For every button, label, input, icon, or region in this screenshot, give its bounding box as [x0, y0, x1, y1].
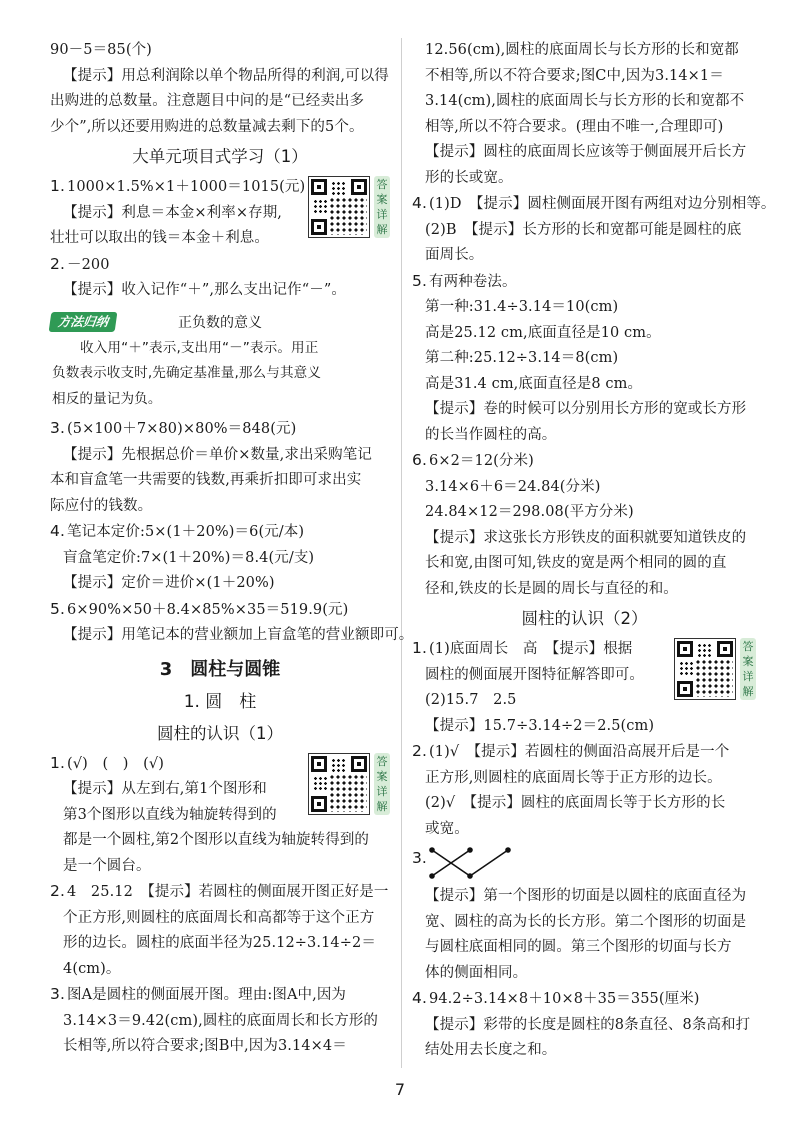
hint-line: 都是一个圆柱,第2个图形以直线为轴旋转得到的: [63, 832, 370, 848]
answer-line: (2)15.7 2.5: [425, 692, 517, 708]
answer-line: 3.14(cm),圆柱的底面周长与长方形的长和宽都不: [425, 93, 745, 109]
question-number: 4.: [412, 194, 427, 212]
question-number: 3.: [50, 985, 65, 1003]
answer-line: (2)√ 【提示】圆柱的底面周长等于长方形的长: [425, 795, 726, 811]
hint-line: 体的侧面相同。: [425, 964, 528, 981]
answer-line: 4 25.12 【提示】若圆柱的侧面展开图正好是一: [67, 884, 389, 900]
question-number: 1.: [50, 177, 65, 195]
page-number: 7: [394, 1080, 406, 1099]
answer-line: 盲盒笔定价:7×(1＋20%)＝8.4(元/支): [63, 549, 315, 566]
hint-line: 径和,铁皮的长是圆的周长与直径的和。: [425, 580, 678, 597]
hint-line: 【提示】15.7÷3.14÷2＝2.5(cm): [425, 717, 655, 734]
hint-line: 【提示】圆柱的底面周长应该等于侧面展开后长方: [425, 144, 747, 160]
answer-line: －200: [67, 256, 110, 273]
qr-label: 答案详解: [740, 638, 756, 700]
answer-line: 3.14×3＝9.42(cm),圆柱的底面周长和长方形的: [63, 1012, 379, 1029]
question-number: 2.: [50, 254, 65, 273]
answer-qr-code[interactable]: [308, 753, 390, 819]
answer-line: 6×90%×50＋8.4×85%×35＝519.9(元): [67, 601, 349, 618]
answer-line: 第一种:31.4÷3.14＝10(cm): [425, 299, 619, 315]
qr-code-icon: [308, 176, 370, 238]
answer-line: (1)√ 【提示】若圆柱的侧面沿高展开后是一个: [429, 744, 730, 760]
hint-line: 【提示】从左到右,第1个图形和: [63, 781, 267, 797]
section-title: 圆柱的认识（2）: [521, 609, 648, 628]
hint-line: 是一个圆台。: [63, 857, 151, 874]
answer-line: 90－5＝85(个): [50, 42, 152, 58]
hint-line: 【提示】定价＝进价×(1＋20%): [63, 575, 275, 591]
hint-line: 【提示】卷的时候可以分别用长方形的宽或长方形: [425, 401, 747, 417]
hint-line: 面周长。: [425, 247, 484, 263]
answer-line: (1)D 【提示】圆柱侧面展开图有两组对边分别相等。: [429, 196, 776, 212]
answer-qr-code[interactable]: [308, 176, 390, 242]
hint-line: 出购进的总数量。注意题目中问的是“已经卖出多: [50, 93, 365, 109]
qr-code-icon: [308, 753, 370, 815]
question-number: 5.: [412, 271, 427, 290]
method-badge: 方法归纳: [49, 312, 118, 332]
hint-line: 结处用去长度之和。: [425, 1042, 557, 1058]
question-number: 3.: [412, 849, 427, 867]
question-number: 1.: [412, 639, 427, 657]
hint-line: 【提示】用笔记本的营业额加上盲盒笔的营业额即可。: [63, 627, 414, 643]
answer-line: 不相等,所以不符合要求;图C中,因为3.14×1＝: [425, 67, 724, 84]
hint-line: 形的边长。圆柱的底面半径为25.12÷3.14÷2＝: [63, 935, 376, 951]
question-number: 6.: [412, 451, 427, 469]
hint-line: 正方形,则圆柱的底面周长等于正方形的边长。: [425, 769, 722, 786]
chapter-number: 3: [159, 658, 173, 680]
hint-line: 【提示】用总利润除以单个物品所得的利润,可以得: [63, 67, 389, 84]
answer-line: (2)B 【提示】长方形的长和宽都可能是圆柱的底: [425, 221, 742, 238]
question-number: 3.: [50, 419, 65, 437]
hint-line: 宽、圆柱的高为长的长方形。第二个图形的切面是: [425, 913, 747, 930]
method-line: 负数表示收支时,先确定基准量,那么与其意义: [52, 365, 322, 381]
hint-line: 际应付的钱数。: [50, 497, 153, 514]
qr-code-icon: [674, 638, 736, 700]
hint-line: 本和盲盒笔一共需要的钱数,再乘折扣即可求出实: [50, 472, 362, 488]
answer-line: 高是31.4 cm,底面直径是8 cm。: [425, 375, 643, 392]
answer-line: 24.84×12＝298.08(平方分米): [425, 504, 634, 520]
question-number: 4.: [412, 989, 427, 1007]
method-line: 相反的量记为负。: [52, 390, 162, 407]
answer-line: 12.56(cm),圆柱的底面周长与长方形的长和宽都: [425, 42, 739, 58]
hint-line: 形的长或宽。: [425, 169, 513, 186]
hint-line: 或宽。: [425, 820, 469, 837]
question-number: 2.: [50, 882, 65, 900]
question-number: 4.: [50, 522, 65, 540]
answer-line: (1)底面周长 高 【提示】根据: [429, 641, 633, 657]
hint-line: 【提示】先根据总价＝单价×数量,求出采购笔记: [63, 446, 372, 463]
left-column: [50, 38, 414, 1060]
hint-line: 【提示】第一个图形的切面是以圆柱的底面直径为: [425, 888, 747, 904]
answer-line: 长相等,所以符合要求;图B中,因为3.14×4＝: [63, 1038, 347, 1054]
hint-line: 【提示】求这张长方形铁皮的面积就要知道铁皮的: [425, 529, 747, 546]
answer-line: 相等,所以不符合要求。(理由不唯一,合理即可): [425, 118, 724, 135]
method-title: 正负数的意义: [178, 314, 262, 331]
answer-line: 第二种:25.12÷3.14＝8(cm): [425, 350, 619, 366]
hint-line: 与圆柱底面相同的圆。第三个图形的切面与长方: [425, 939, 732, 955]
chapter-name: 圆柱与圆锥: [190, 658, 281, 680]
right-column: [412, 38, 776, 1064]
line-match-figure: [412, 842, 757, 884]
answer-line: 笔记本定价:5×(1＋20%)＝6(元/本): [67, 524, 305, 540]
hint-line: 4(cm)。: [63, 960, 121, 977]
hint-line: 的长当作圆柱的高。: [425, 426, 557, 443]
method-summary-box: [50, 310, 390, 413]
hint-line: 长和宽,由图可知,铁皮的宽是两个相同的圆的直: [425, 555, 727, 571]
section-title: 大单元项目式学习（1）: [132, 147, 308, 166]
hint-line: 壮壮可以取出的钱＝本金＋利息。: [50, 230, 269, 246]
hint-line: 【提示】收入记作“＋”,那么支出记作“－”。: [63, 282, 346, 298]
answer-line: 高是25.12 cm,底面直径是10 cm。: [425, 324, 661, 341]
answer-line: 有两种卷法。: [429, 273, 517, 290]
answer-line: (√) ( ) (√): [67, 755, 165, 772]
question-number: 2.: [412, 742, 427, 760]
answer-line: (5×100＋7×80)×80%＝848(元): [67, 421, 297, 437]
hint-line: 【提示】彩带的长度是圆柱的8条直径、8条高和打: [425, 1016, 751, 1033]
hint-line: 第3个图形以直线为轴旋转得到的: [63, 806, 277, 823]
answer-qr-code[interactable]: [674, 638, 756, 704]
method-line: 收入用“＋”表示,支出用“－”表示。用正: [80, 339, 319, 356]
qr-label: 答案详解: [374, 753, 390, 815]
hint-line: 少个”,所以还要用购进的总数量减去剩下的5个。: [50, 118, 364, 135]
answer-line: 3.14×6＋6＝24.84(分米): [425, 478, 601, 495]
question-number: 1.: [50, 753, 65, 772]
answer-line: 1000×1.5%×1＋1000＝1015(元): [67, 179, 306, 195]
hint-line: 【提示】利息＝本金×利率×存期,: [63, 204, 283, 221]
answer-line: 图A是圆柱的侧面展开图。理由:图A中,因为: [67, 987, 347, 1003]
crossed-lines-diagram: [424, 842, 514, 882]
section-title: 圆柱的认识（1）: [157, 723, 283, 743]
qr-label: 答案详解: [374, 176, 390, 238]
hint-line: 圆柱的侧面展开图特征解答即可。: [425, 666, 644, 683]
subsection-title: 1. 圆 柱: [183, 691, 257, 712]
hint-line: 个正方形,则圆柱的底面周长和高都等于这个正方: [63, 909, 375, 926]
chapter-title: [50, 653, 390, 687]
column-divider: [401, 38, 402, 1068]
answer-line: 6×2＝12(分米): [429, 453, 534, 469]
answer-line: 94.2÷3.14×8＋10×8＋35＝355(厘米): [429, 991, 700, 1007]
question-number: 5.: [50, 599, 65, 618]
